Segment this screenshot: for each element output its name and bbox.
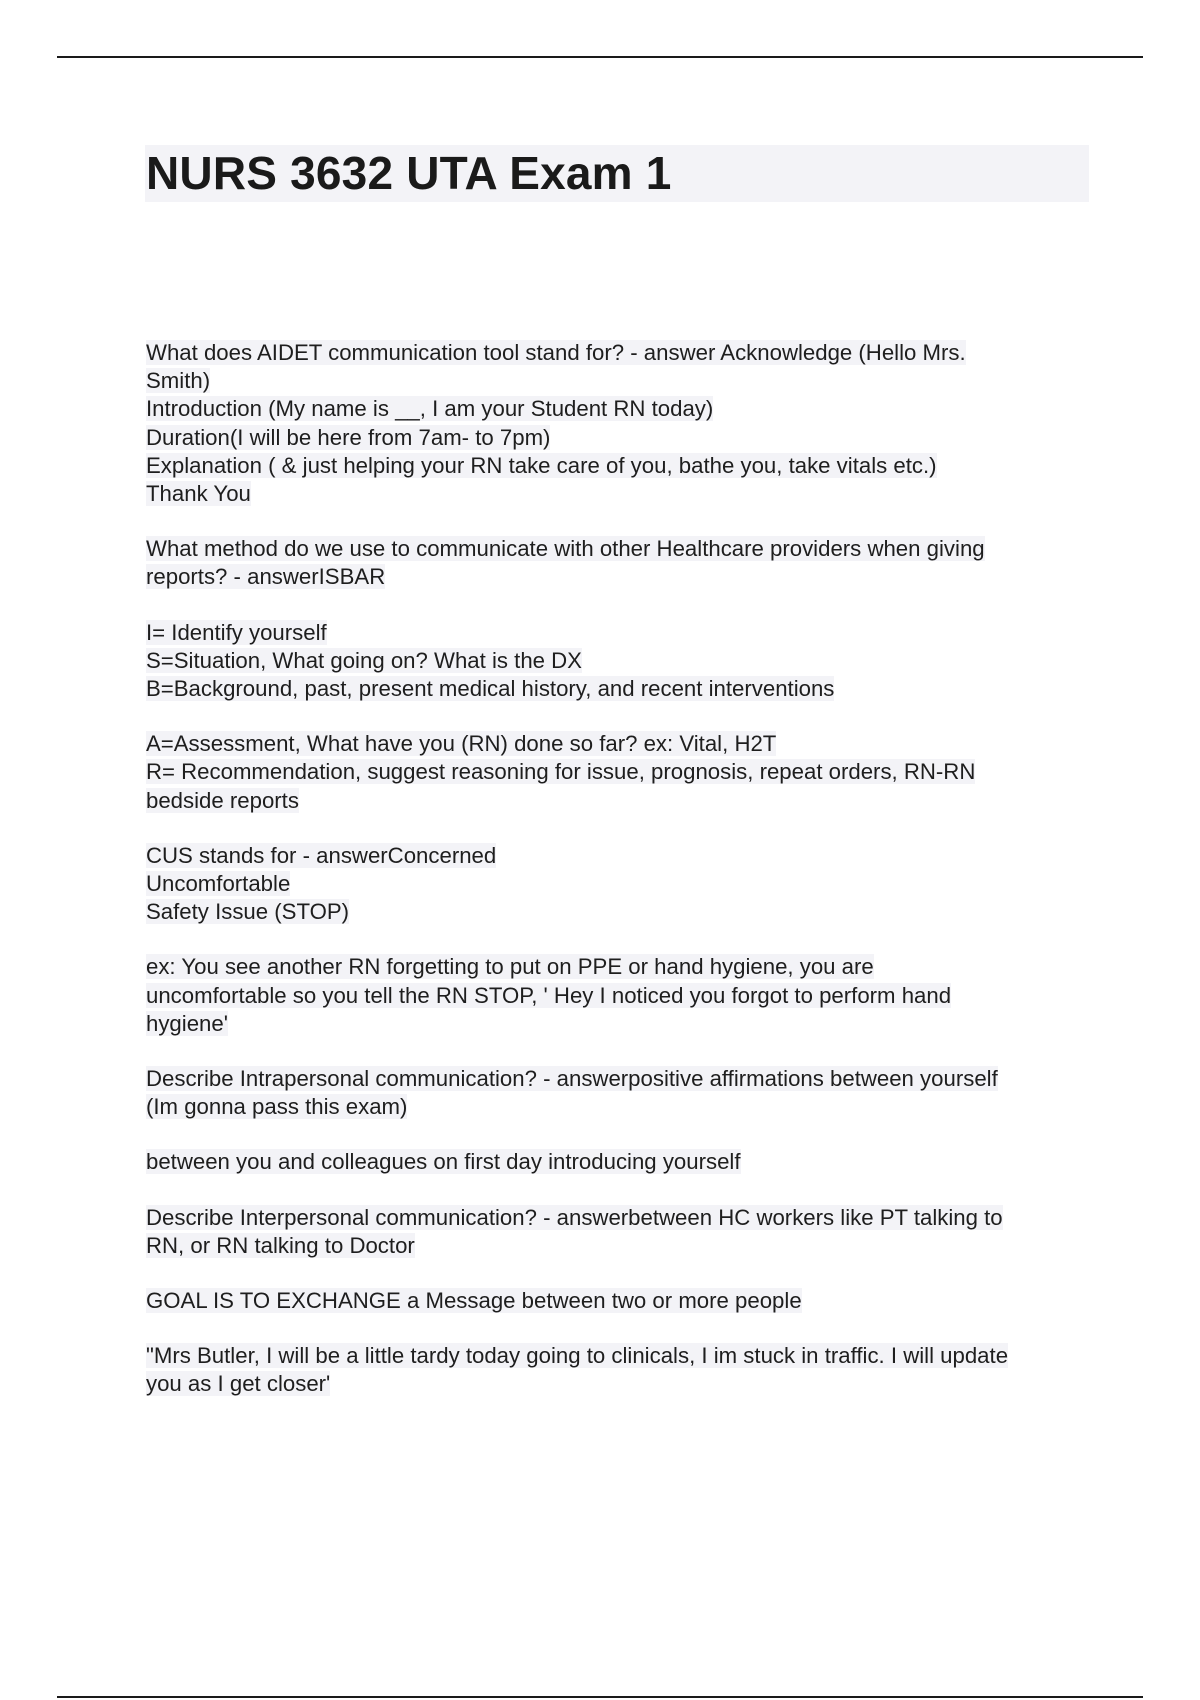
text-line: Introduction (My name is __, I am your Student RN today) bbox=[146, 396, 714, 422]
text-line: hygiene' bbox=[146, 1010, 228, 1036]
paragraph-gap bbox=[146, 1260, 1096, 1287]
paragraph-gap bbox=[146, 592, 1096, 619]
qa-block-isbar bbox=[146, 535, 1096, 591]
text-line: (Im gonna pass this exam) bbox=[146, 1094, 408, 1120]
text-line: S=Situation, What going on? What is the DX bbox=[146, 647, 582, 673]
paragraph-gap bbox=[146, 703, 1096, 730]
text-line: What method do we use to communicate with other Healthcare providers when giving bbox=[146, 536, 985, 562]
document-body bbox=[146, 339, 1096, 1399]
text-line: GOAL IS TO EXCHANGE a Message between two or more people bbox=[146, 1288, 802, 1314]
cus-example bbox=[146, 953, 1096, 1038]
communication-goal bbox=[146, 1287, 1096, 1315]
paragraph-gap bbox=[146, 508, 1096, 535]
text-line: Safety Issue (STOP) bbox=[146, 899, 350, 925]
communication-example bbox=[146, 1342, 1096, 1398]
text-line: uncomfortable so you tell the RN STOP, ' Hey I noticed you forgot to perform hand bbox=[146, 982, 952, 1008]
isbar-list-part-2 bbox=[146, 730, 1096, 815]
intrapersonal-example bbox=[146, 1148, 1096, 1176]
text-line: Describe Intrapersonal communication? - answerpositive affirmations between yourself bbox=[146, 1066, 998, 1092]
top-rule bbox=[57, 56, 1143, 58]
text-line: I= Identify yourself bbox=[146, 619, 327, 645]
page-title: NURS 3632 UTA Exam 1 bbox=[146, 147, 672, 199]
paragraph-gap bbox=[146, 1315, 1096, 1342]
text-line: you as I get closer' bbox=[146, 1371, 331, 1397]
bottom-rule bbox=[57, 1696, 1143, 1698]
text-line: Explanation ( & just helping your RN take care of you, bathe you, take vitals etc.) bbox=[146, 452, 937, 478]
qa-block-interpersonal bbox=[146, 1204, 1096, 1260]
text-line: Thank You bbox=[146, 481, 251, 507]
paragraph-gap bbox=[146, 1121, 1096, 1148]
text-line: Uncomfortable bbox=[146, 871, 291, 897]
text-line: ex: You see another RN forgetting to put on PPE or hand hygiene, you are bbox=[146, 954, 874, 980]
text-line: What does AIDET communication tool stand for? - answer Acknowledge (Hello Mrs. bbox=[146, 340, 966, 365]
paragraph-gap bbox=[146, 926, 1096, 953]
paragraph-gap bbox=[146, 815, 1096, 842]
text-line: RN, or RN talking to Doctor bbox=[146, 1232, 415, 1258]
text-line: Duration(I will be here from 7am- to 7pm) bbox=[146, 424, 551, 450]
text-line: CUS stands for - answerConcerned bbox=[146, 842, 497, 868]
text-line: Describe Interpersonal communication? - answerbetween HC workers like PT talking to bbox=[146, 1204, 1003, 1230]
text-line: "Mrs Butler, I will be a little tardy today going to clinicals, I im stuck in traffic. I will update bbox=[146, 1343, 1009, 1369]
text-line: B=Background, past, present medical history, and recent interventions bbox=[146, 676, 835, 702]
text-line: between you and colleagues on first day introducing yourself bbox=[146, 1149, 741, 1175]
qa-block-intrapersonal bbox=[146, 1065, 1096, 1121]
qa-block-aidet bbox=[146, 339, 1096, 508]
text-line: R= Recommendation, suggest reasoning for issue, prognosis, repeat orders, RN-RN bbox=[146, 759, 976, 785]
text-line: Smith) bbox=[146, 368, 211, 394]
qa-block-cus bbox=[146, 842, 1096, 927]
paragraph-gap bbox=[146, 1038, 1096, 1065]
text-line: bedside reports bbox=[146, 787, 299, 813]
text-line: reports? - answerISBAR bbox=[146, 564, 386, 590]
text-line: A=Assessment, What have you (RN) done so far? ex: Vital, H2T bbox=[146, 731, 777, 757]
paragraph-gap bbox=[146, 1177, 1096, 1204]
isbar-list-part-1 bbox=[146, 619, 1096, 704]
